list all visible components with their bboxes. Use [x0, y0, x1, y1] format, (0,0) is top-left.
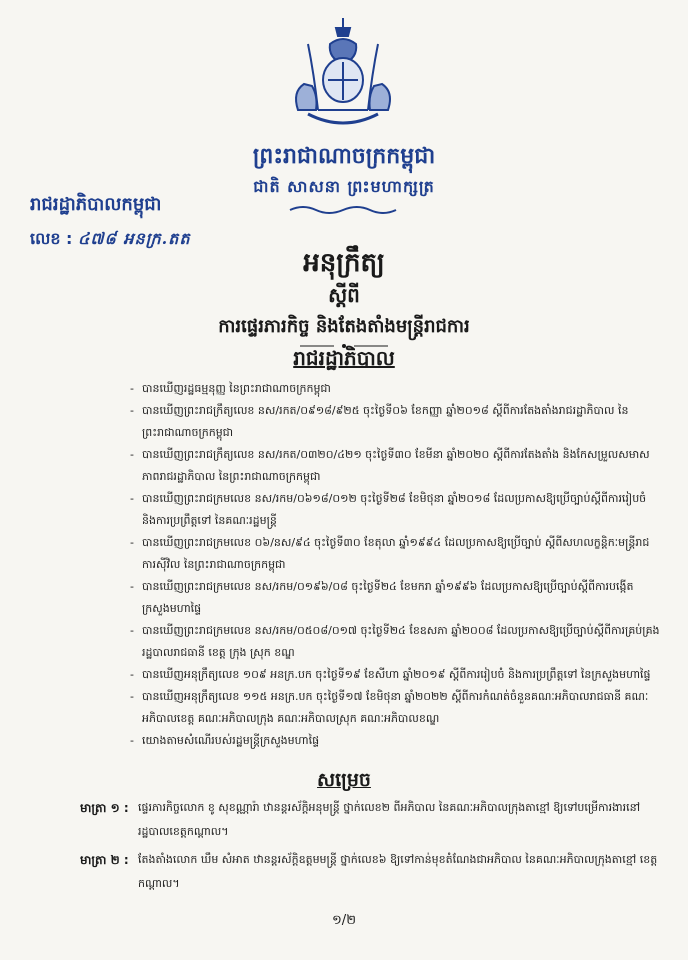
- list-item: - បានឃើញព្រះរាជក្រមលេខ នស/រកម/០៥០៨/០១៧ ចុះថ្ងៃទី២៤ ខែឧសភា ឆ្នាំ២០០៨ ដែលប្រកាសឱ្យប្រើច្បាប់ស្តីពីការគ្រប់គ្រងរដ្ឋបាលរាជធានី ខេត្ត ក្រុង ស្រុក ខណ្ឌ: [130, 620, 660, 664]
- ornament-flourish-icon: [288, 204, 398, 216]
- article-2: [80, 848, 660, 896]
- kingdom-name: ព្រះរាជាណាចក្រកម្ពុជា: [252, 144, 436, 169]
- reference-label: លេខ :: [30, 229, 73, 248]
- national-motto: ជាតិ សាសនា ព្រះមហាក្សត្រ: [253, 177, 435, 196]
- page-number: ១/២: [331, 913, 357, 928]
- list-item: - បានឃើញព្រះរាជក្រឹត្យលេខ នស/រកត/០៩១៨/៩២៥ ចុះថ្ងៃទី០៦ ខែកញ្ញា ឆ្នាំ២០១៨ ស្តីពីការតែងតាំងរាជរដ្ឋាភិបាល នៃព្រះរាជាណាចក្រកម្ពុជា: [130, 400, 660, 444]
- list-item: - បានឃើញព្រះរាជក្រមលេខ ០៦/នស/៩៤ ចុះថ្ងៃទី៣០ ខែតុលា ឆ្នាំ១៩៩៤ ដែលប្រកាសឱ្យប្រើច្បាប់ ស្តីពីសហលក្ខន្តិកៈមន្ត្រីរាជការស៊ីវិល នៃព្រះរាជាណាចក្រកម្ពុជា: [130, 532, 660, 576]
- decided-heading: សម្រេច: [317, 769, 371, 791]
- list-item: - បានឃើញរដ្ឋធម្មនុញ្ញ នៃព្រះរាជាណាចក្រកម្ពុជា: [130, 378, 660, 400]
- list-item: - បានឃើញព្រះរាជក្រមលេខ នស/រកម/០៦១៨/០១២ ចុះថ្ងៃទី២៨ ខែមិថុនា ឆ្នាំ២០១៨ ដែលប្រកាសឱ្យប្រើច្បាប់ស្តីពីការរៀបចំ និងការប្រព្រឹត្តទៅ នៃគណៈរដ្ឋមន្ត្រី: [130, 488, 660, 532]
- list-item: - បានឃើញអនុក្រឹត្យលេខ ១០៩ អនក្រ.បក ចុះថ្ងៃទី១៩ ខែសីហា ឆ្នាំ២០១៩ ស្តីពីការរៀបចំ និងការប្រព្រឹត្តទៅ នៃក្រសួងមហាផ្ទៃ: [130, 664, 660, 686]
- article-text: ផ្ទេរភារកិច្ចលោក ខូ សុខណ្ណារ៉ា ឋានន្តរស័ក្តិអនុមន្ត្រី ថ្នាក់លេខ២ ពីអភិបាល នៃគណៈអភិបាលក្រុងតាខ្មៅ ឱ្យទៅបម្រើការងារនៅរដ្ឋបាលខេត្តកណ្តាល។: [138, 801, 641, 838]
- document-subject: ការផ្ទេរភារកិច្ច និងតែងតាំងមន្ត្រីរាជការ: [218, 316, 470, 337]
- document-title: អនុក្រឹត្យ: [303, 248, 385, 278]
- article-1: [80, 796, 660, 844]
- body-heading: រាជរដ្ឋាភិបាល: [293, 346, 395, 370]
- royal-coat-of-arms-icon: [278, 14, 408, 132]
- list-item: - បានឃើញអនុក្រឹត្យលេខ ១១៥ អនក្រ.បក ចុះថ្ងៃទី១៧ ខែមិថុនា ឆ្នាំ២០២២ ស្តីពីការកំណត់ចំនួនគណៈអភិបាលរាជធានី គណៈអភិបាលខេត្ត គណៈអភិបាលក្រុង គណៈអភិបាលស្រុក គណៈអភិបាលខណ្ឌ: [130, 686, 660, 730]
- articles-list: [80, 796, 660, 900]
- reference-value: ៤៧៨ អនក្រ.តត: [78, 229, 191, 248]
- article-text: តែងតាំងលោក ឃឹម សំអាត ឋានន្តរស័ក្តិឧត្តមមន្ត្រី ថ្នាក់លេខ៦ ឱ្យទៅកាន់មុខតំណែងជាអភិបាល នៃគណៈអភិបាលក្រុងតាខ្មៅ ខេត្តកណ្តាល។: [138, 853, 658, 890]
- list-item: - បានឃើញព្រះរាជក្រឹត្យលេខ នស/រកត/០៣២០/៤២១ ចុះថ្ងៃទី៣០ ខែមីនា ឆ្នាំ២០២០ ស្តីពីការតែងតាំង និងកែសម្រួលសមាសភាពរាជរដ្ឋាភិបាល នៃព្រះរាជាណាចក្រកម្ពុជា: [130, 444, 660, 488]
- list-item: - បានឃើញព្រះរាជក្រមលេខ នស/រកម/០១៩៦/០៨ ចុះថ្ងៃទី២៤ ខែមករា ឆ្នាំ១៩៩៦ ដែលប្រកាសឱ្យប្រើច្បាប់ស្តីពីការបង្កើតក្រសួងមហាផ្ទៃ: [130, 576, 660, 620]
- article-label: មាត្រា ២ :: [80, 853, 129, 867]
- considerations-list: [130, 378, 660, 752]
- list-item: - យោងតាមសំណើរបស់រដ្ឋមន្ត្រីក្រសួងមហាផ្ទៃ: [130, 730, 660, 752]
- document-subtitle: ស្តីពី: [328, 283, 360, 307]
- issuing-authority: រាជរដ្ឋាភិបាលកម្ពុជា: [30, 194, 162, 215]
- article-label: មាត្រា ១ :: [80, 801, 129, 815]
